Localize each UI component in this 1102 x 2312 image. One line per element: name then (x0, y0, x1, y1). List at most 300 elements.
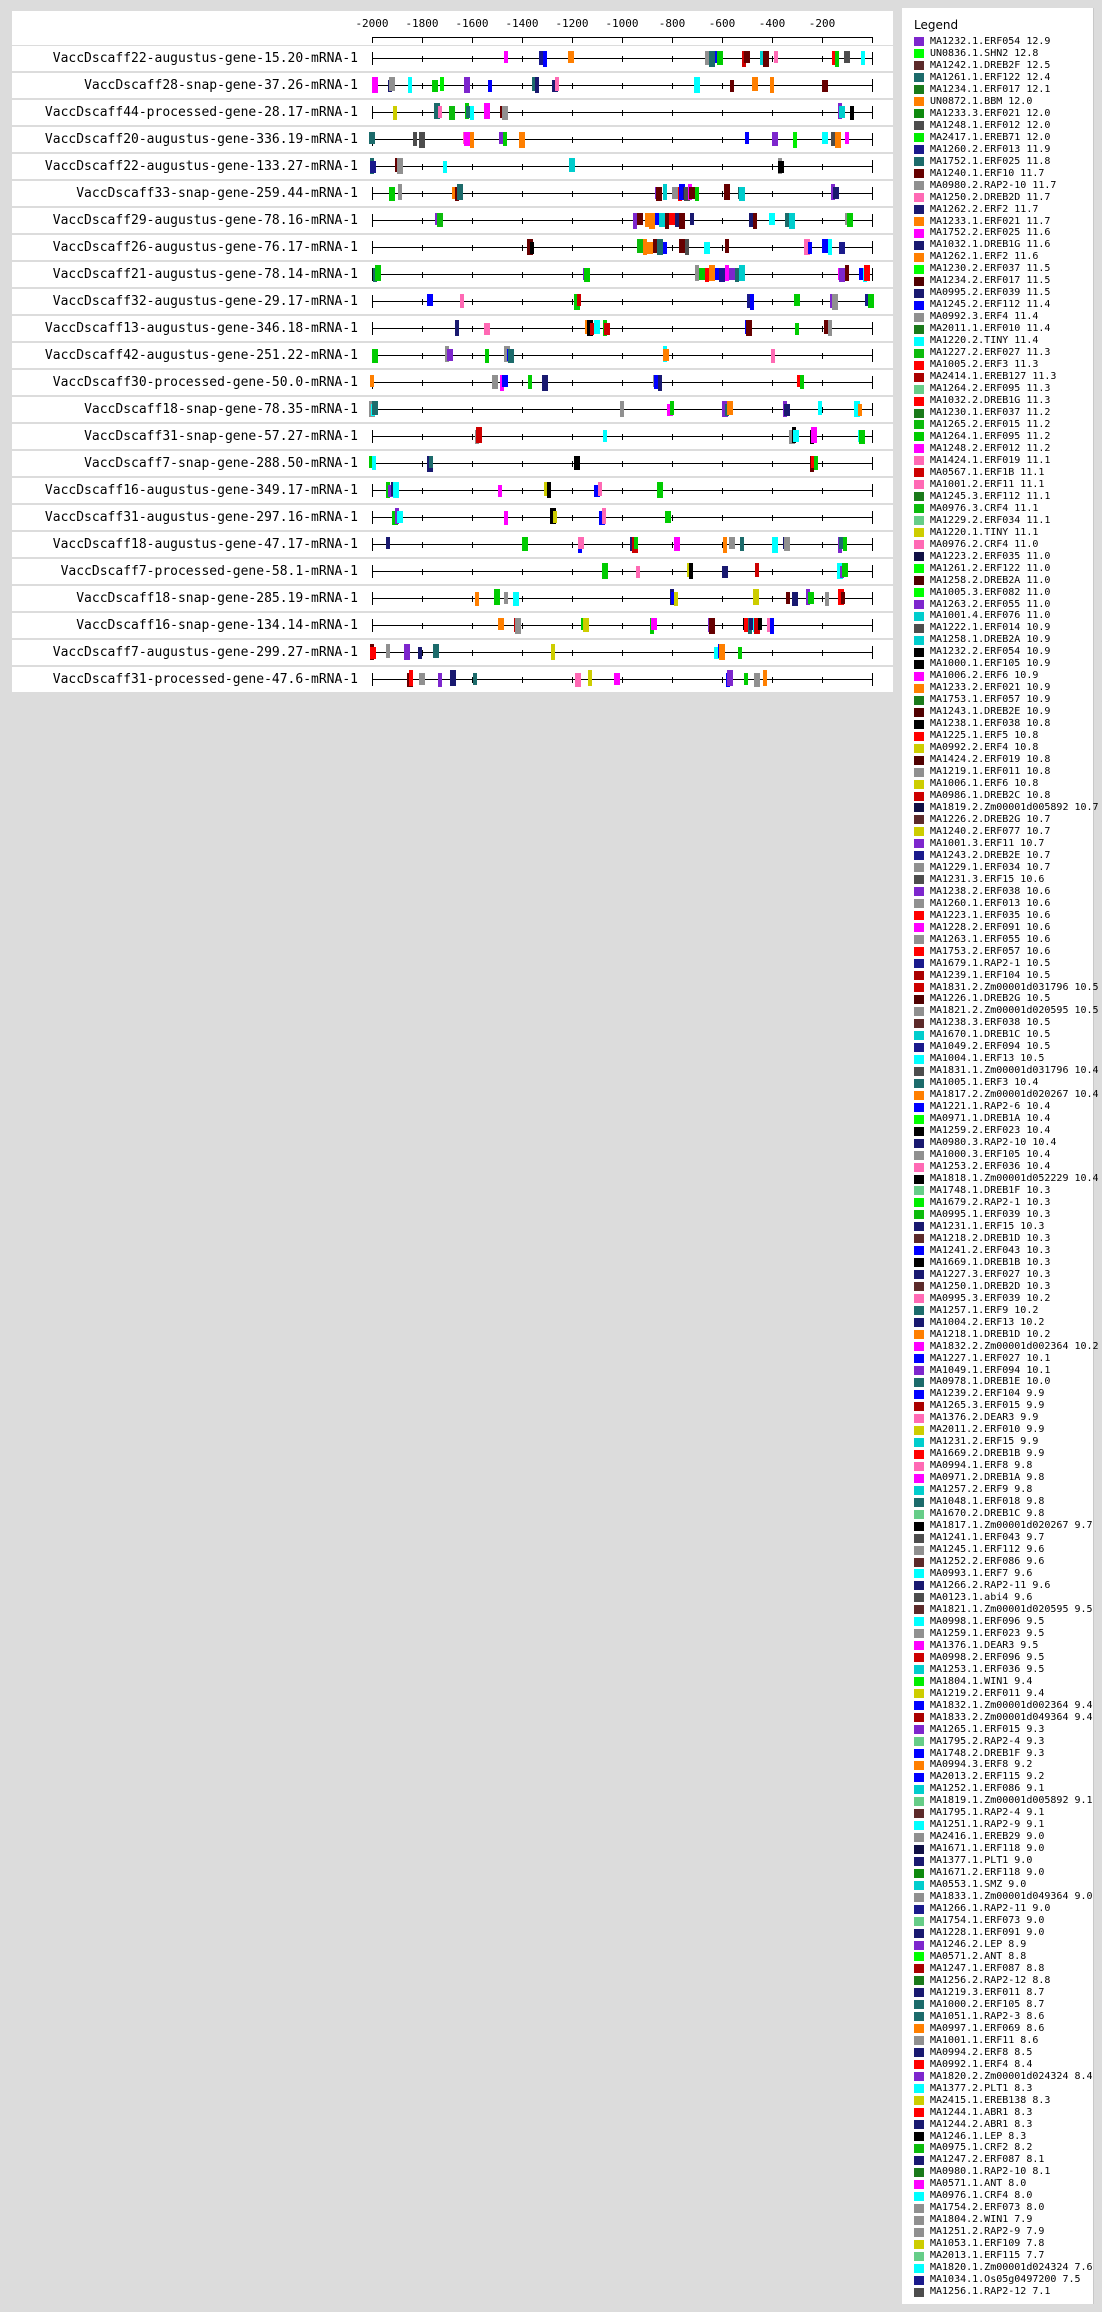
legend-entry (914, 1712, 1093, 1724)
promoter-ticks (372, 272, 873, 278)
legend-entry (914, 1317, 1093, 1329)
legend-entry (914, 814, 1093, 826)
legend-entry-label: MA0997.1.ERF069 8.6 (930, 2022, 1045, 2034)
legend-entry (914, 1460, 1093, 1472)
legend-entry-label: MA1424.2.ERF019 10.8 (930, 754, 1051, 766)
track-end-cap (372, 484, 373, 497)
legend-entry (914, 1340, 1099, 1353)
legend-entry (914, 575, 1093, 587)
legend-entry (914, 1831, 1093, 1843)
legend-entry (914, 491, 1093, 503)
motif-mark (438, 673, 442, 687)
legend-entry-label: MA1241.1.ERF043 9.7 (930, 1532, 1045, 1544)
legend-entry (914, 1604, 1093, 1616)
legend-entry-label: UN0872.1.BBM 12.0 (930, 95, 1033, 107)
legend-entry (914, 275, 1093, 287)
legend-entry-label: MA1233.1.ERF021 11.7 (930, 215, 1051, 227)
legend-entry-label: MA1669.2.DREB1B 9.9 (930, 1448, 1045, 1460)
gene-track-row (12, 640, 893, 665)
legend-color-swatch (914, 2264, 924, 2273)
motif-mark (725, 239, 729, 253)
legend-entry-label: MA1230.2.ERF037 11.5 (930, 263, 1051, 275)
gene-track-row (12, 532, 893, 557)
legend-color-swatch (914, 1498, 924, 1507)
motif-mark (772, 132, 778, 146)
legend-color-swatch (914, 444, 924, 453)
track-end-cap (872, 79, 873, 92)
legend-entry-label: MA1226.1.DREB2G 10.5 (930, 993, 1051, 1005)
legend-entry-label: MA1241.2.ERF043 10.3 (930, 1244, 1051, 1256)
legend-entry (914, 1161, 1093, 1173)
promoter-ticks (372, 461, 873, 467)
legend-entry (914, 801, 1099, 814)
legend-color-swatch (914, 217, 924, 226)
motif-mark (598, 482, 602, 496)
legend-color-swatch (914, 1988, 924, 1997)
legend-entry-label: MA1051.1.RAP2-3 8.6 (930, 2010, 1045, 2022)
legend-entry-label: MA0553.1.SMZ 9.0 (930, 1879, 1027, 1891)
track-end-cap (872, 52, 873, 65)
legend-entry-label: MA1679.1.RAP2-1 10.5 (930, 957, 1051, 969)
legend-color-swatch (914, 1761, 924, 1770)
legend-entry-label: MA1819.2.Zm00001d005892 10.7 (930, 801, 1099, 813)
legend-color-swatch (914, 564, 924, 573)
track-end-cap (872, 511, 873, 524)
legend-entry (914, 994, 1093, 1006)
legend-entry (914, 1760, 1093, 1772)
motif-mark (709, 618, 715, 634)
legend-color-swatch (914, 1546, 924, 1555)
motif-mark (793, 132, 797, 148)
legend-entry-label: MA2414.1.EREB127 11.3 (930, 371, 1057, 383)
legend-color-swatch (914, 492, 924, 501)
motif-mark (568, 51, 574, 63)
legend-color-swatch (914, 1593, 924, 1602)
motif-mark (864, 265, 870, 281)
legend-color-swatch (914, 1103, 924, 1112)
legend-entry (914, 1125, 1093, 1137)
motif-mark (528, 375, 532, 389)
legend-entry-label: MA1259.1.ERF023 9.5 (930, 1627, 1045, 1639)
legend-entry (914, 1173, 1099, 1185)
legend-entry-label: MA1265.2.ERF015 11.2 (930, 418, 1051, 430)
promoter-ticks (372, 191, 873, 197)
legend-entry (914, 48, 1093, 60)
legend-entry-label: MA1244.1.ABR1 8.3 (930, 2106, 1033, 2118)
legend-color-swatch (914, 1198, 924, 1207)
legend-color-swatch (914, 49, 924, 58)
track-end-cap (872, 565, 873, 578)
motif-mark (795, 323, 799, 335)
motif-mark (450, 670, 456, 686)
legend-entry-label: MA1671.1.ERF118 9.0 (930, 1843, 1045, 1855)
legend-entry (914, 970, 1093, 982)
motif-mark (432, 80, 438, 92)
track-end-cap (872, 322, 873, 335)
legend-color-swatch (914, 361, 924, 370)
motif-mark (575, 673, 581, 687)
legend-entry (914, 1688, 1093, 1700)
legend-entry (914, 36, 1093, 48)
legend-color-swatch (914, 1641, 924, 1650)
gene-label: VaccDscaff29-augustus-gene-78.16-mRNA-1 (52, 213, 358, 228)
legend-entry (914, 1353, 1093, 1365)
legend-color-swatch (914, 1701, 924, 1710)
motif-mark (603, 430, 607, 442)
legend-color-swatch (914, 409, 924, 418)
legend-entry (914, 1149, 1093, 1161)
legend-color-swatch (914, 385, 924, 394)
motif-mark (614, 673, 620, 685)
legend-entry-label: MA1032.1.DREB1G 11.6 (930, 239, 1051, 251)
legend-color-swatch (914, 73, 924, 82)
track-end-cap (872, 376, 873, 389)
legend-entry (914, 1855, 1093, 1867)
motif-mark (868, 294, 874, 308)
legend-color-swatch (914, 947, 924, 956)
legend-entry-label: MA1820.1.Zm00001d024324 7.6 (930, 2262, 1093, 2274)
legend-entry-label: MA1229.2.ERF034 11.1 (930, 514, 1051, 526)
motif-mark (634, 537, 638, 549)
gene-track-row (12, 478, 893, 503)
motif-mark (429, 456, 433, 468)
gene-label: VaccDscaff18-snap-gene-78.35-mRNA-1 (84, 402, 358, 417)
legend-entry-label: MA1256.1.RAP2-12 7.1 (930, 2286, 1051, 2298)
motif-mark (398, 184, 402, 200)
motif-mark (475, 592, 479, 606)
motif-mark (844, 51, 850, 63)
gene-track-row (12, 181, 893, 206)
legend-entry-label: MA0980.1.RAP2-10 8.1 (930, 2166, 1051, 2178)
legend-entry-label: MA0995.1.ERF039 10.3 (930, 1208, 1051, 1220)
track-end-cap (872, 241, 873, 254)
legend-entry-label: MA1006.1.ERF6 10.8 (930, 778, 1039, 790)
legend-color-swatch (914, 2084, 924, 2093)
legend-entry (914, 1377, 1093, 1389)
motif-mark (774, 51, 778, 63)
motif-mark (636, 566, 640, 578)
legend-entry (914, 120, 1093, 132)
motif-mark (763, 51, 769, 67)
motif-mark (738, 647, 742, 659)
motif-mark (685, 239, 689, 255)
legend-color-swatch (914, 1151, 924, 1160)
legend-entry (914, 180, 1093, 192)
legend-entry (914, 1400, 1093, 1412)
legend-entry (914, 1927, 1093, 1939)
legend-entry (914, 2107, 1093, 2119)
legend-entry (914, 1748, 1093, 1760)
legend-entry (914, 1676, 1093, 1688)
legend-entry-label: MA1032.2.DREB1G 11.3 (930, 395, 1051, 407)
motif-mark (663, 184, 667, 200)
gene-label: VaccDscaff13-augustus-gene-346.18-mRNA-1 (44, 321, 358, 336)
legend-entry-label: MA0571.1.ANT 8.0 (930, 2178, 1027, 2190)
legend-entry-label: MA0992.3.ERF4 11.4 (930, 311, 1039, 323)
legend-entry (914, 2226, 1093, 2238)
motif-mark (845, 132, 849, 144)
legend-entry (914, 1436, 1093, 1448)
motif-mark (789, 213, 795, 229)
legend-entry (914, 1388, 1093, 1400)
motif-mark (739, 265, 745, 281)
legend-entry (914, 718, 1093, 730)
motif-mark (476, 427, 482, 443)
motif-mark (484, 103, 490, 119)
legend-entry-label: MA1234.2.ERF017 11.5 (930, 275, 1051, 287)
motif-mark (745, 132, 749, 144)
legend-color-swatch (914, 1929, 924, 1938)
legend-entry (914, 922, 1093, 934)
legend-color-swatch (914, 2288, 924, 2297)
legend-entry (914, 2095, 1093, 2107)
legend-entry-label: MA1752.1.ERF025 11.8 (930, 155, 1051, 167)
legend-color-swatch (914, 1773, 924, 1782)
legend-entry (914, 826, 1093, 838)
legend-color-swatch (914, 2228, 924, 2237)
legend-entry (914, 2178, 1093, 2190)
legend-entry (914, 1508, 1093, 1520)
legend-entry-label: MA1231.2.ERF15 9.9 (930, 1436, 1039, 1448)
track-end-cap (372, 52, 373, 65)
gene-track-row (12, 235, 893, 260)
legend-color-swatch (914, 2168, 924, 2177)
motif-mark (438, 106, 442, 118)
legend-color-swatch (914, 1629, 924, 1638)
legend-entry (914, 1951, 1093, 1963)
motif-mark (519, 132, 525, 148)
legend-entry-label: MA1243.2.DREB2E 10.7 (930, 849, 1051, 861)
legend-color-swatch (914, 2036, 924, 2045)
motif-mark (658, 375, 662, 391)
motif-mark (503, 132, 507, 146)
legend-entry-label: MA1220.1.TINY 11.1 (930, 526, 1039, 538)
legend-entry (914, 838, 1093, 850)
legend-entry (914, 228, 1093, 240)
legend-entry-label: MA0567.1.ERF1B 11.1 (930, 466, 1045, 478)
legend-entry (914, 2262, 1093, 2274)
legend-entry (914, 551, 1093, 563)
motif-mark (746, 320, 752, 336)
legend-color-swatch (914, 2060, 924, 2069)
legend-color-swatch (914, 1438, 924, 1447)
legend-entry (914, 898, 1093, 910)
legend-entry (914, 1065, 1099, 1077)
legend-color-swatch (914, 1139, 924, 1148)
legend-entry (914, 1640, 1093, 1652)
legend-entry (914, 1963, 1093, 1975)
legend-entry-label: MA1006.2.ERF6 10.9 (930, 670, 1039, 682)
track-end-cap (872, 646, 873, 659)
legend-color-swatch (914, 768, 924, 777)
legend-entry (914, 646, 1093, 658)
gene-label: VaccDscaff42-augustus-gene-251.22-mRNA-1 (44, 348, 358, 363)
legend-color-swatch (914, 1222, 924, 1231)
legend-entry-label: MA0994.3.ERF8 9.2 (930, 1759, 1033, 1771)
legend-color-swatch (914, 1617, 924, 1626)
legend-color-swatch (914, 648, 924, 657)
motif-mark (651, 618, 657, 630)
gene-track-row (12, 262, 893, 287)
legend-entry-label: MA1263.1.ERF055 10.6 (930, 933, 1051, 945)
legend-color-swatch (914, 157, 924, 166)
promoter-ticks (372, 137, 873, 143)
legend-entry (914, 1185, 1093, 1197)
motif-mark (583, 618, 589, 632)
motif-mark (758, 618, 762, 630)
gene-track-row (12, 370, 893, 395)
legend-entry-label: MA1049.1.ERF094 10.1 (930, 1364, 1051, 1376)
motif-mark (808, 592, 814, 604)
legend-entry (914, 2286, 1093, 2298)
legend-entry-label: MA0971.1.DREB1A 10.4 (930, 1113, 1051, 1125)
legend-entry-label: MA1218.1.DREB1D 10.2 (930, 1328, 1051, 1340)
legend-entry (914, 204, 1093, 216)
legend-color-swatch (914, 109, 924, 118)
legend-entry (914, 216, 1093, 228)
legend-entry (914, 2238, 1093, 2250)
motif-mark (723, 537, 727, 553)
legend-entry (914, 1113, 1093, 1125)
motif-mark (814, 456, 818, 470)
legend-color-swatch (914, 265, 924, 274)
motif-mark (397, 158, 403, 174)
legend-entry-label: MA1233.2.ERF021 10.9 (930, 682, 1051, 694)
legend-color-swatch (914, 325, 924, 334)
legend-entry-label: MA1251.1.RAP2-9 9.1 (930, 1819, 1045, 1831)
legend-color-swatch (914, 97, 924, 106)
legend-color-swatch (914, 1737, 924, 1746)
legend-entry-label: MA0971.2.DREB1A 9.8 (930, 1472, 1045, 1484)
legend-entry-label: MA1833.1.Zm00001d049364 9.0 (930, 1891, 1093, 1903)
track-end-cap (872, 268, 873, 281)
gene-label: VaccDscaff30-processed-gene-50.0-mRNA-1 (52, 375, 358, 390)
legend-entry (914, 1365, 1093, 1377)
promoter-ticks (372, 569, 873, 575)
axis-tick-label: -1800 (405, 17, 439, 30)
motif-mark (418, 647, 422, 659)
legend-entry-label: MA1239.2.ERF104 9.9 (930, 1388, 1045, 1400)
legend-entry (914, 934, 1093, 946)
legend-entry (914, 251, 1093, 263)
legend-entry (914, 144, 1093, 156)
legend-entry (914, 587, 1093, 599)
legend-color-swatch (914, 1893, 924, 1902)
legend-entry-label: MA0976.2.CRF4 11.0 (930, 538, 1039, 550)
legend-color-swatch (914, 313, 924, 322)
legend-color-swatch (914, 1007, 924, 1016)
legend-entry-label: MA1258.1.DREB2A 10.9 (930, 634, 1051, 646)
legend-color-swatch (914, 1402, 924, 1411)
motif-mark (729, 537, 735, 549)
legend-color-swatch (914, 1821, 924, 1830)
legend-color-swatch (914, 1725, 924, 1734)
motif-mark (784, 404, 790, 416)
legend-color-swatch (914, 337, 924, 346)
legend-color-swatch (914, 1952, 924, 1961)
motif-mark (858, 404, 862, 416)
motif-mark (372, 77, 378, 93)
motif-mark (808, 242, 812, 254)
motif-mark (670, 401, 674, 415)
legend-entry (914, 455, 1093, 467)
legend-entry-label: MA2011.1.ERF010 11.4 (930, 323, 1051, 335)
promoter-ticks (372, 515, 873, 521)
legend-entry (914, 2166, 1093, 2178)
motif-mark (604, 323, 610, 335)
legend-entry (914, 1257, 1093, 1269)
motif-mark (455, 320, 459, 336)
legend-entry (914, 2035, 1093, 2047)
legend-entry (914, 2274, 1093, 2286)
legend-color-swatch (914, 588, 924, 597)
legend-entry (914, 2023, 1093, 2035)
legend-color-swatch (914, 1941, 924, 1950)
legend-entry (914, 1652, 1093, 1664)
legend-color-swatch (914, 2072, 924, 2081)
legend-color-swatch (914, 1522, 924, 1531)
legend-entry (914, 2119, 1093, 2131)
motif-mark (739, 187, 745, 201)
legend-entry (914, 1975, 1093, 1987)
legend-entry (914, 1197, 1093, 1209)
legend-entry (914, 1053, 1093, 1065)
legend-entry-label: MA0976.1.CRF4 8.0 (930, 2190, 1033, 2202)
legend-color-swatch (914, 1079, 924, 1088)
legend-entry-label: MA1253.1.ERF036 9.5 (930, 1663, 1045, 1675)
legend-entry (914, 1807, 1093, 1819)
legend-entry-label: MA1001.2.ERF11 11.1 (930, 478, 1045, 490)
promoter-ticks (372, 488, 873, 494)
legend-entry-label: MA1265.3.ERF015 9.9 (930, 1400, 1045, 1412)
legend-entry-label: MA1266.1.RAP2-11 9.0 (930, 1903, 1051, 1915)
legend-entry-label: MA1228.1.ERF091 9.0 (930, 1927, 1045, 1939)
gene-track-row (12, 505, 893, 530)
legend-entry-label: MA1754.2.ERF073 8.0 (930, 2202, 1045, 2214)
legend-color-swatch (914, 923, 924, 932)
legend-color-swatch (914, 899, 924, 908)
motif-mark (730, 80, 734, 92)
legend-color-swatch (914, 1845, 924, 1854)
motif-mark (842, 563, 848, 577)
legend-entry-label: MA2415.1.EREB138 8.3 (930, 2094, 1051, 2106)
motif-mark (419, 132, 425, 148)
legend-entry-label: MA1005.1.ERF3 10.4 (930, 1077, 1039, 1089)
legend-color-swatch (914, 1175, 924, 1184)
legend-color-swatch (914, 803, 924, 812)
gene-track-row (12, 73, 893, 98)
motif-mark (427, 294, 433, 306)
legend-color-swatch (914, 1342, 924, 1351)
track-end-cap (372, 673, 373, 686)
legend-entry-label: MA1821.2.Zm00001d020595 10.5 (930, 1005, 1099, 1017)
motif-mark (704, 242, 710, 254)
motif-mark (752, 77, 758, 91)
gene-track-row (12, 559, 893, 584)
motif-mark (393, 106, 397, 120)
track-end-cap (872, 160, 873, 173)
gene-track-row (12, 343, 893, 368)
legend-panel (902, 8, 1099, 2304)
motif-mark (825, 592, 829, 606)
legend-entry-label: MA1259.2.ERF023 10.4 (930, 1125, 1051, 1137)
motif-mark (724, 184, 730, 200)
motif-mark (513, 592, 519, 606)
legend-color-swatch (914, 827, 924, 836)
legend-color-swatch (914, 1510, 924, 1519)
legend-entry-label: MA1238.3.ERF038 10.5 (930, 1017, 1051, 1029)
legend-color-swatch (914, 205, 924, 214)
